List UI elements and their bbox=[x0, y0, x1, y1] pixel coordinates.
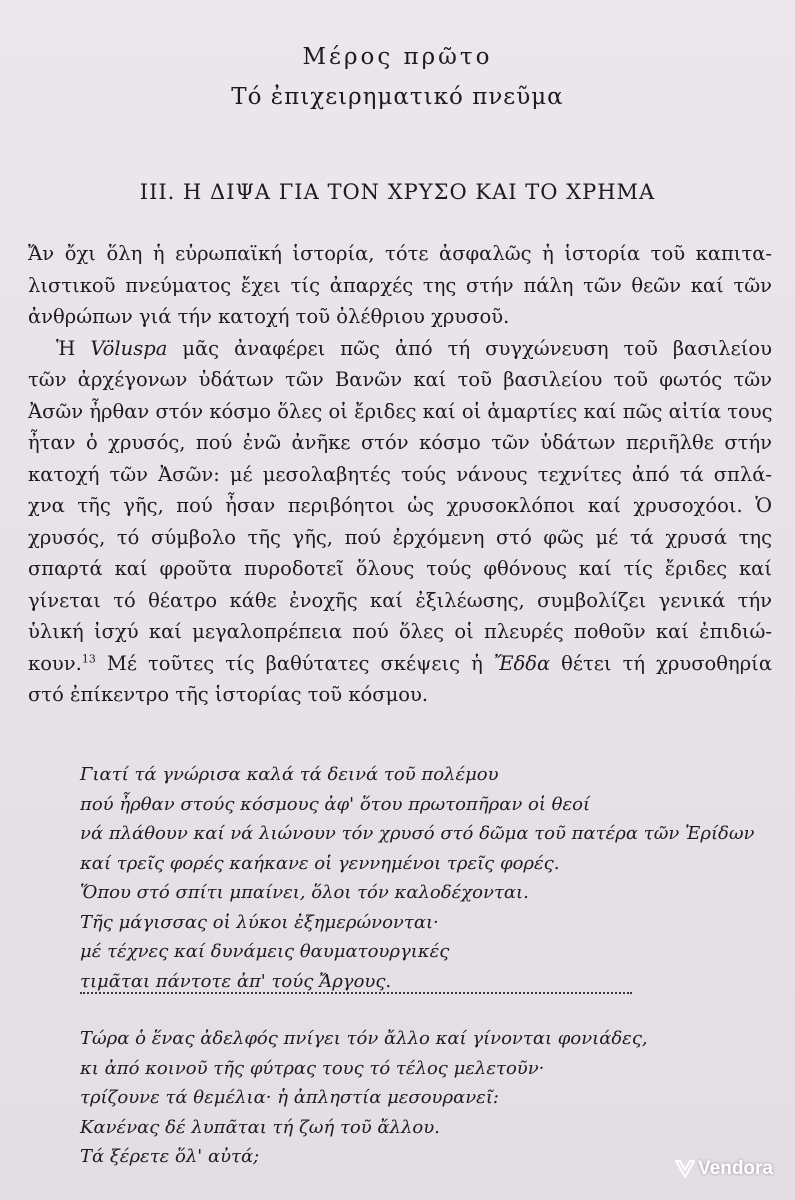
prose-line: ἦταν ὁ χρυσός, πού ἐνῶ ἀνῆκε στόν κόσμο τῶν ὑδάτων περιῆλθε στήν bbox=[28, 431, 772, 454]
verse-line: κι ἀπό κοινοῦ τῆς φύτρας τους τό τέλος μελετοῦν· bbox=[80, 1057, 545, 1079]
prose-line: τῶν ἀρχέγονων ὑδάτων τῶν Βανῶν καί τοῦ βασιλείου τοῦ φωτός τῶν bbox=[28, 368, 772, 391]
italic-term: Ἔδδα bbox=[493, 651, 551, 675]
verse-block-1 bbox=[80, 760, 790, 996]
chapter-title: ΙΙΙ. Η ΔΙΨΑ ΓΙΑ ΤΟΝ ΧΡΥΣΟ ΚΑΙ ΤΟ ΧΡΗΜΑ bbox=[139, 180, 656, 204]
verse-line: Τῆς μάγισσας οἱ λύκοι ἐξημερώνονται· bbox=[80, 911, 439, 933]
part-label: Μέρος πρῶτο bbox=[302, 44, 493, 70]
prose-line: σπαρτά καί φροῦτα πυροδοτεῖ ὅλους τούς φθόνους καί τίς ἔριδες καί bbox=[28, 557, 772, 580]
prose-line: χνα τῆς γῆς, πού ἦσαν περιβόητοι ὡς χρυσοκλόποι καί χρυσοχόοι. Ὁ bbox=[28, 494, 772, 517]
vendora-watermark bbox=[675, 1158, 773, 1180]
prose-text: Μέ τοῦτες τίς βαθύτατες σκέψεις ἡ bbox=[95, 651, 494, 675]
prose-text: Ἡ bbox=[56, 336, 91, 360]
verse-line: νά πλάθουν καί νά λιώνουν τόν χρυσό στό δῶμα τοῦ πατέρα τῶν Ἐρίδων bbox=[80, 823, 755, 844]
prose-line: Ἀσῶν ἦρθαν στόν κόσμο ὅλες οἱ ἔριδες καί οἱ ἁμαρτίες καί πῶς αἰτία τους bbox=[28, 399, 773, 423]
verse-block-2 bbox=[80, 1024, 790, 1172]
prose-line: στό ἐπίκεντρο τῆς ἱστορίας τοῦ κόσμου. bbox=[28, 683, 429, 706]
verse-line: Ὅπου στό σπίτι μπαίνει, ὅλοι τόν καλοδέχονται. bbox=[80, 882, 529, 903]
verse-line: πού ἦρθαν στούς κόσμους ἀφ' ὅτου πρωτοπῆραν οἱ θεοί bbox=[80, 793, 591, 815]
prose-line: ἀνθρώπων γιά τήν κατοχή τοῦ ὀλέθριου χρυσοῦ. bbox=[28, 305, 510, 328]
prose-line: κατοχή τῶν Ἀσῶν: μέ μεσολαβητές τούς νάνους τεχνίτες ἀπό τά σπλά- bbox=[28, 462, 772, 486]
verse-line: καί τρεῖς φορές καήκανε οἱ γεννημένοι τρεῖς φορές. bbox=[80, 852, 560, 874]
verse-line: τιμᾶται πάντοτε ἀπ' τούς Ἄργους. bbox=[80, 970, 392, 992]
prose-text: θέτει τή χρυσοθηρία bbox=[550, 651, 772, 675]
dotted-separator bbox=[80, 988, 632, 994]
verse-line: Τώρα ὁ ἕνας ἀδελφός πνίγει τόν ἄλλο καί γίνονται φονιάδες, bbox=[80, 1028, 648, 1049]
prose-text: κουν. bbox=[28, 651, 82, 675]
prose-line bbox=[28, 648, 772, 680]
verse-line: Κανένας δέ λυπᾶται τή ζωή τοῦ ἄλλου. bbox=[80, 1116, 440, 1138]
prose-line: χρυσός, τό σύμβολο τῆς γῆς, πού ἐρχόμενη στό φῶς μέ τά χρυσά της bbox=[28, 525, 772, 549]
prose-line bbox=[28, 333, 772, 365]
prose-line: ὑλική ἰσχύ καί μεγαλοπρέπεια πού ὅλες οἱ πλευρές ποθοῦν καί ἐπιδιώ- bbox=[28, 620, 772, 643]
watermark-text: Vendora bbox=[698, 1158, 773, 1179]
verse-line: μέ τέχνες καί δυνάμεις θαυματουργικές bbox=[80, 941, 450, 962]
verse-line: τρίζουνε τά θεμέλια· ἡ ἀπληστία μεσουρανεῖ: bbox=[80, 1087, 499, 1108]
vendora-v-icon bbox=[675, 1160, 695, 1178]
part-title: Τό ἐπιχειρηματικό πνεῦμα bbox=[231, 84, 564, 110]
verse-line: Τά ξέρετε ὅλ' αὐτά; bbox=[80, 1146, 260, 1167]
prose-line: γίνεται τό θέατρο κάθε ἐνοχῆς καί ἐξιλέωσης, συμβολίζει γενικά τήν bbox=[28, 588, 772, 612]
verse-line: Γιατί τά γνώρισα καλά τά δεινά τοῦ πολέμου bbox=[80, 764, 499, 785]
prose-line: λιστικοῦ πνεύματος ἔχει τίς ἀπαρχές της στήν πάλη τῶν θεῶν καί τῶν bbox=[28, 273, 772, 297]
prose-line: Ἄν ὄχι ὅλη ἡ εὐρωπαϊκή ἱστορία, τότε ἀσφαλῶς ἡ ἱστορία τοῦ καπιτα- bbox=[28, 242, 772, 265]
footnote-marker: 13 bbox=[81, 652, 96, 665]
italic-term: Völuspa bbox=[90, 336, 168, 360]
prose-text: μᾶς ἀναφέρει πῶς ἀπό τή συγχώνευση τοῦ βασιλείου bbox=[167, 336, 773, 360]
prose-body bbox=[28, 238, 772, 711]
